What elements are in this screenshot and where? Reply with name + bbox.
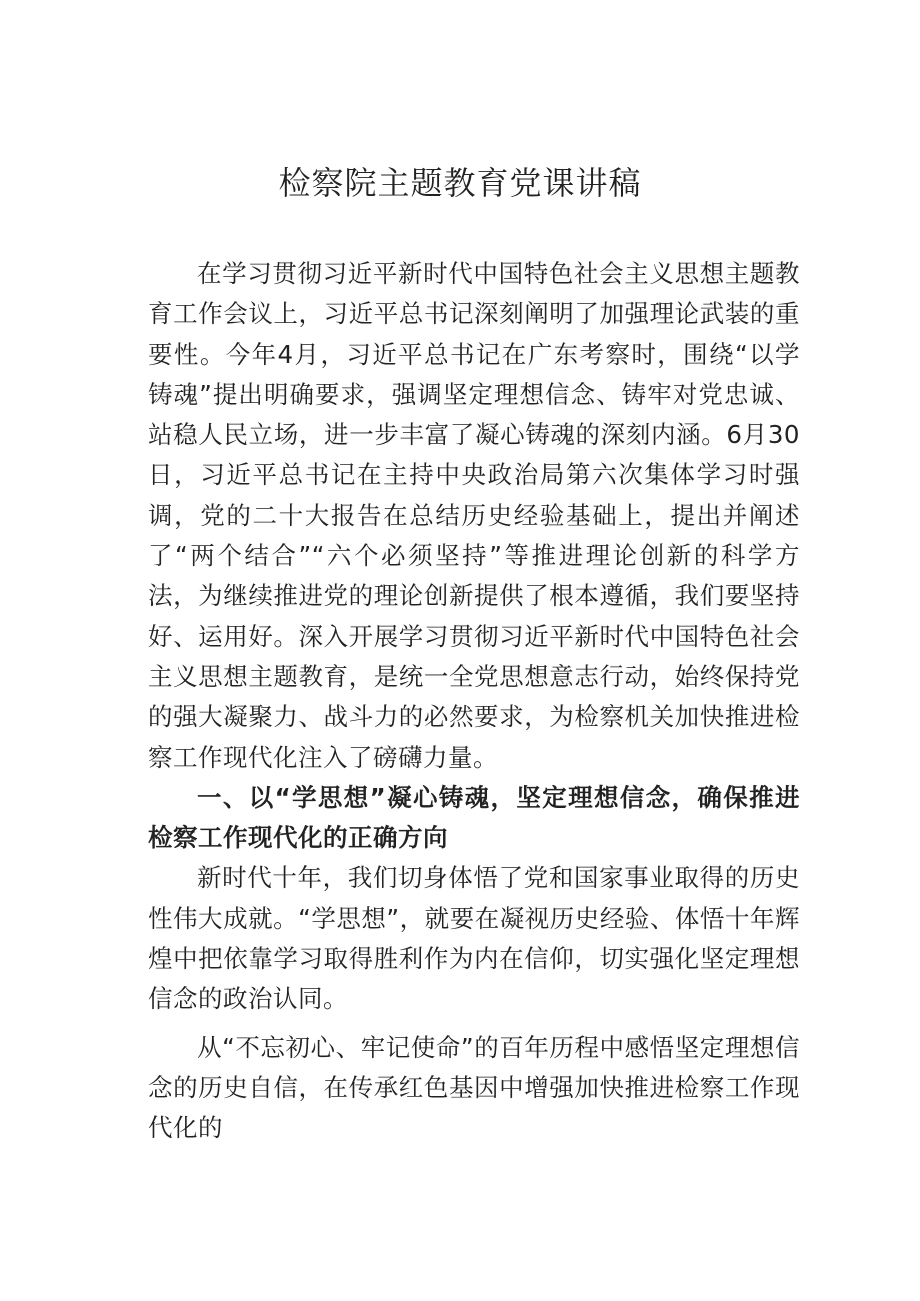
paragraph-section-1: 新时代十年，我们切身体悟了党和国家事业取得的历史性伟大成就。“学思想”，就要在凝视历史经验、体悟十年辉煌中把依靠学习取得胜利作为内在信仰，切实强化坚定理想信念的政治认同。 <box>148 863 800 1014</box>
paragraph-section-1-continued: 从“不忘初心、牢记使命”的百年历程中感悟坚定理想信念的历史自信，在传承红色基因中增强加快推进检察工作现代化的 <box>148 1032 800 1143</box>
document-title: 检察院主题教育党课讲稿 <box>278 164 642 202</box>
paragraph-intro: 在学习贯彻习近平新时代中国特色社会主义思想主题教育工作会议上，习近平总书记深刻阐明了加强理论武装的重要性。今年4月，习近平总书记在广东考察时，围绕“以学铸魂”提出明确要求，强调坚定理想信念、铸牢对党忠诚、站稳人民立场，进一步丰富了凝心铸魂的深刻内涵。6月30日，习近平总书记在主持中央政治局第六次集体学习时强调，党的二十大报告在总结历史经验基础上，提出并阐述了“两个结合”“六个必须坚持”等推进理论创新的科学方法，为继续推进党的理论创新提供了根本遵循，我们要坚持好、运用好。深入开展学习贯彻习近平新时代中国特色社会主义思想主题教育，是统一全党思想意志行动，始终保持党的强大凝聚力、战斗力的必然要求，为检察机关加快推进检察工作现代化注入了磅礴力量。 <box>148 259 800 772</box>
section-heading-1: 一、以“学思想”凝心铸魂，坚定理想信念，确保推进检察工作现代化的正确方向 <box>148 782 800 853</box>
document-body <box>148 254 800 1149</box>
